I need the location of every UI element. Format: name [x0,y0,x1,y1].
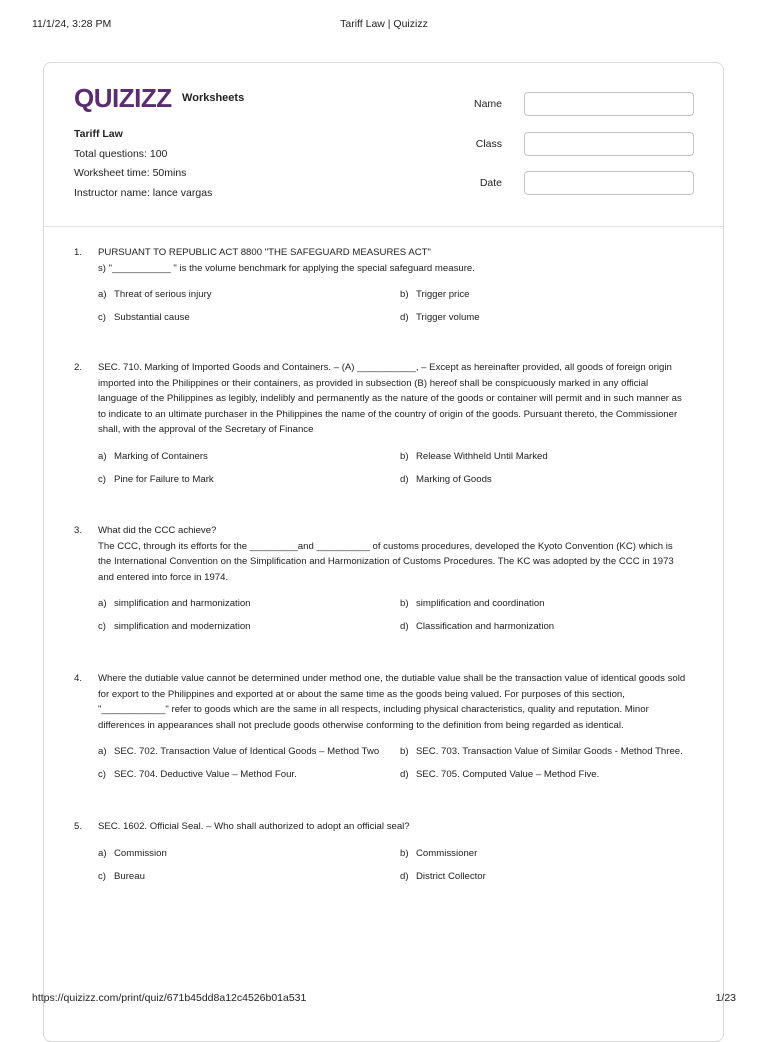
option-text: Trigger volume [416,312,480,323]
question-number: 1. [74,247,83,258]
option-text: Classification and harmonization [416,621,555,632]
option-letter: c) [98,621,106,632]
total-questions: Total questions: 100 [74,147,168,160]
name-field-row [464,92,694,116]
question-line: imported into the Philippines or their containers, as provided in subsection (B) hereof shall be conspicuously marked in any official [98,377,649,389]
option-letter: b) [400,598,409,609]
logo-subtitle: Worksheets [182,92,245,104]
date-field[interactable] [524,171,694,195]
quizizz-logo: QUIZIZZ [74,83,172,113]
name-label: Name [473,98,502,110]
question-line: SEC. 1602. Official Seal. – Who shall authorized to adopt an official seal? [98,821,410,832]
answer-option[interactable] [400,473,690,487]
answer-option[interactable] [400,311,690,325]
question-text [98,523,694,585]
question-number: 2. [74,362,83,373]
answer-option[interactable] [98,620,388,634]
question-number: 4. [74,673,83,684]
option-letter: b) [400,746,409,757]
question-line: to indicate to an ultimate purchaser in the Philippines the name of the country of origin of the goods. Pursuant thereto, the Commissioner [98,408,678,420]
quiz-title: Tariff Law [74,128,123,140]
question-number: 3. [74,525,83,536]
class-field-row [464,132,694,156]
worksheet-time: Worksheet time: 50mins [74,167,187,179]
option-letter: d) [400,473,409,485]
question-line: The CCC, through its efforts for the _________and __________ of customs procedures, developed the Kyoto Convention (KC) which is [98,540,673,552]
option-text: simplification and harmonization [114,598,251,609]
option-text: simplification and modernization [114,621,251,632]
option-letter: c) [98,769,106,780]
question-line: s) "___________ " is the volume benchmark for applying the special safeguard measure. [98,262,475,274]
answer-option[interactable] [98,768,388,782]
class-field[interactable] [524,132,694,156]
option-text: SEC. 704. Deductive Value – Method Four. [114,769,297,780]
option-letter: c) [98,312,106,323]
option-letter: b) [400,289,409,300]
question-text [98,671,694,733]
date-label: Date [479,177,502,189]
question-number: 5. [74,821,83,832]
question-line: PURSUANT TO REPUBLIC ACT 8800 "THE SAFEGUARD MEASURES ACT" [98,247,431,258]
question-line: shall, with the approval of the Secretary of Finance [98,424,314,435]
question-line: SEC. 710. Marking of Imported Goods and Containers. – (A) ___________, – Except as hereinafter provided, all goods of foreign origin [98,362,672,373]
answer-option[interactable] [98,311,388,325]
page-url: https://quizizz.com/print/quiz/671b45dd8a12c4526b01a531 [32,992,307,1004]
name-field[interactable] [524,92,694,116]
option-letter: b) [400,450,409,462]
quiz-meta [74,125,212,203]
print-header [32,18,736,32]
question-text [98,360,694,438]
option-text: Commission [114,847,167,859]
option-text: Pine for Failure to Mark [114,473,214,485]
option-letter: d) [400,769,409,780]
question-line: "____________" refer to goods which are the same in all respects, including physical characteristics, quality and reputation. Minor [98,704,649,715]
option-text: Commissioner [416,847,478,859]
answer-option[interactable] [400,745,690,759]
print-page-title: Tariff Law | Quizizz [340,18,428,30]
option-text: Bureau [114,870,145,882]
answer-option[interactable] [400,450,690,464]
option-text: Release Withheld Until Marked [416,450,548,462]
question-line: What did the CCC achieve? [98,525,217,536]
option-text: SEC. 705. Computed Value – Method Five. [416,769,600,780]
print-footer [32,992,736,1006]
option-text: simplification and coordination [416,598,545,609]
answer-option[interactable] [98,450,388,464]
option-text: Marking of Goods [416,473,492,485]
answer-option[interactable] [400,597,690,611]
option-text: District Collector [416,870,486,882]
answer-option[interactable] [98,597,388,611]
question-text [98,245,694,276]
worksheet [43,62,724,1042]
class-label: Class [475,138,502,150]
answer-option[interactable] [98,870,388,884]
question-line: and entered into force in 1974. [98,571,229,583]
option-letter: c) [98,473,106,485]
answer-option[interactable] [400,847,690,861]
option-text: Trigger price [416,289,470,300]
option-text: SEC. 703. Transaction Value of Similar Goods - Method Three. [416,746,683,757]
option-letter: d) [400,621,409,632]
date-field-row [464,171,694,195]
worksheet-header [44,63,723,227]
answer-option[interactable] [98,288,388,302]
option-letter: a) [98,847,107,859]
instructor-name: Instructor name: lance vargas [74,186,213,199]
question-text [98,819,694,835]
option-letter: b) [400,847,409,859]
option-letter: d) [400,870,409,882]
question-line: Where the dutiable value cannot be determined under method one, the dutiable value shall be the transaction value of identical goods sold [98,673,686,684]
answer-option[interactable] [400,288,690,302]
answer-option[interactable] [98,847,388,861]
question-line: for export to the Philippines and exported at or about the same time as the goods being valued. For purposes of this section, [98,688,625,700]
option-letter: a) [98,450,107,462]
question-line: differences in appearances shall not preclude goods otherwise conforming to the definition from being regarded as identical. [98,719,624,731]
question-line: language of the Philippines as legibly, indelibly and permanently as the nature of the goods or container will permit and in such manner as [98,393,682,404]
option-text: Substantial cause [114,312,190,323]
answer-option[interactable] [400,768,690,782]
print-datetime: 11/1/24, 3:28 PM [32,18,112,30]
option-text: SEC. 702. Transaction Value of Identical Goods – Method Two [114,746,380,757]
option-text: Marking of Containers [114,450,208,462]
option-letter: a) [98,598,107,609]
answer-option[interactable] [400,620,690,634]
answer-option[interactable] [400,870,690,884]
question-line: the International Convention on the Simplification and Harmonization of Customs Procedures. The KC was adopted by the CCC in 1973 [98,556,674,567]
option-letter: c) [98,870,106,882]
answer-option[interactable] [98,745,388,759]
option-text: Threat of serious injury [114,289,212,300]
answer-option[interactable] [98,473,388,487]
page-number: 1/23 [715,992,736,1004]
brand [74,85,244,111]
option-letter: d) [400,312,409,323]
option-letter: a) [98,746,107,757]
option-letter: a) [98,289,107,300]
